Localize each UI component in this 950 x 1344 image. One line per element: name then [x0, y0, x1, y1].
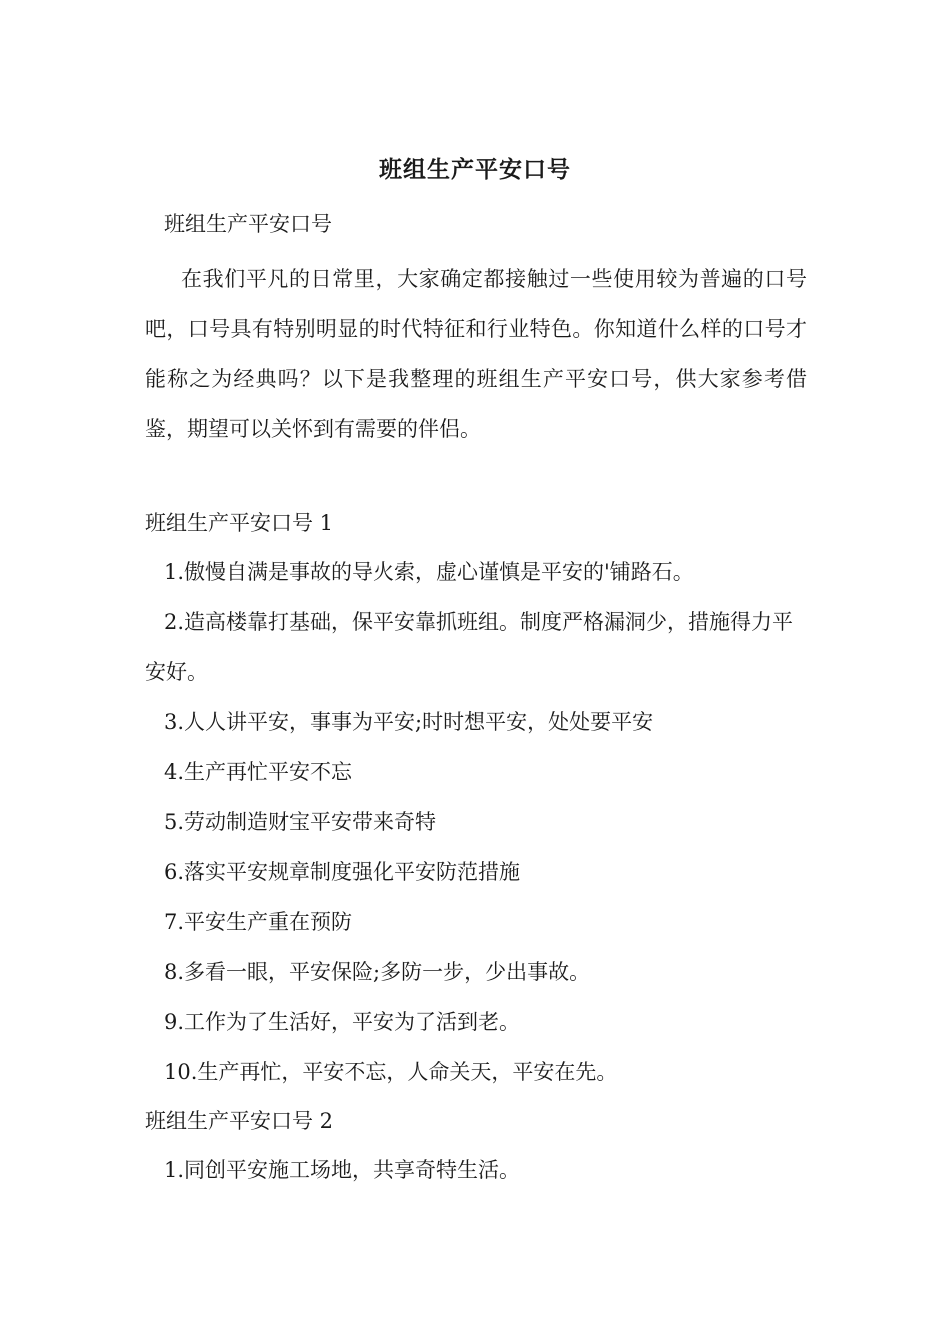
- document-subtitle: 班组生产平安口号: [164, 212, 332, 236]
- list-item: 1.同创平安施工场地，共享奇特生活。: [164, 1158, 521, 1182]
- list-item: 1.傲慢自满是事故的导火索，虚心谨慎是平安的'铺路石。: [164, 560, 694, 584]
- list-item: 4.生产再忙平安不忘: [164, 760, 353, 784]
- section-heading-1: 班组生产平安口号 1: [145, 511, 334, 535]
- list-item: 9.工作为了生活好，平安为了活到老。: [164, 1010, 521, 1034]
- list-item: 6.落实平安规章制度强化平安防范措施: [164, 860, 521, 884]
- section-heading-2: 班组生产平安口号 2: [145, 1109, 334, 1133]
- list-item: 8.多看一眼，平安保险;多防一步，少出事故。: [164, 960, 591, 984]
- document-title: 班组生产平安口号: [379, 156, 571, 183]
- list-item: 10.生产再忙，平安不忘，人命关天，平安在先。: [164, 1060, 618, 1084]
- intro-paragraph: 在我们平凡的日常里，大家确定都接触过一些使用较为普遍的口号吧，口号具有特别明显的时代特征和行业特色。你知道什么样的口号才能称之为经典吗？以下是我整理的班组生产平安口号，供大家参考借鉴，期望可以关怀到有需要的伴侣。: [145, 267, 807, 441]
- list-item: 5.劳动制造财宝平安带来奇特: [164, 810, 437, 834]
- list-item: 2.造高楼靠打基础，保平安靠抓班组。制度严格漏洞少，措施得力平安好。: [145, 610, 794, 684]
- list-item: 3.人人讲平安，事事为平安;时时想平安，处处要平安: [164, 710, 654, 734]
- list-item: 7.平安生产重在预防: [164, 910, 353, 934]
